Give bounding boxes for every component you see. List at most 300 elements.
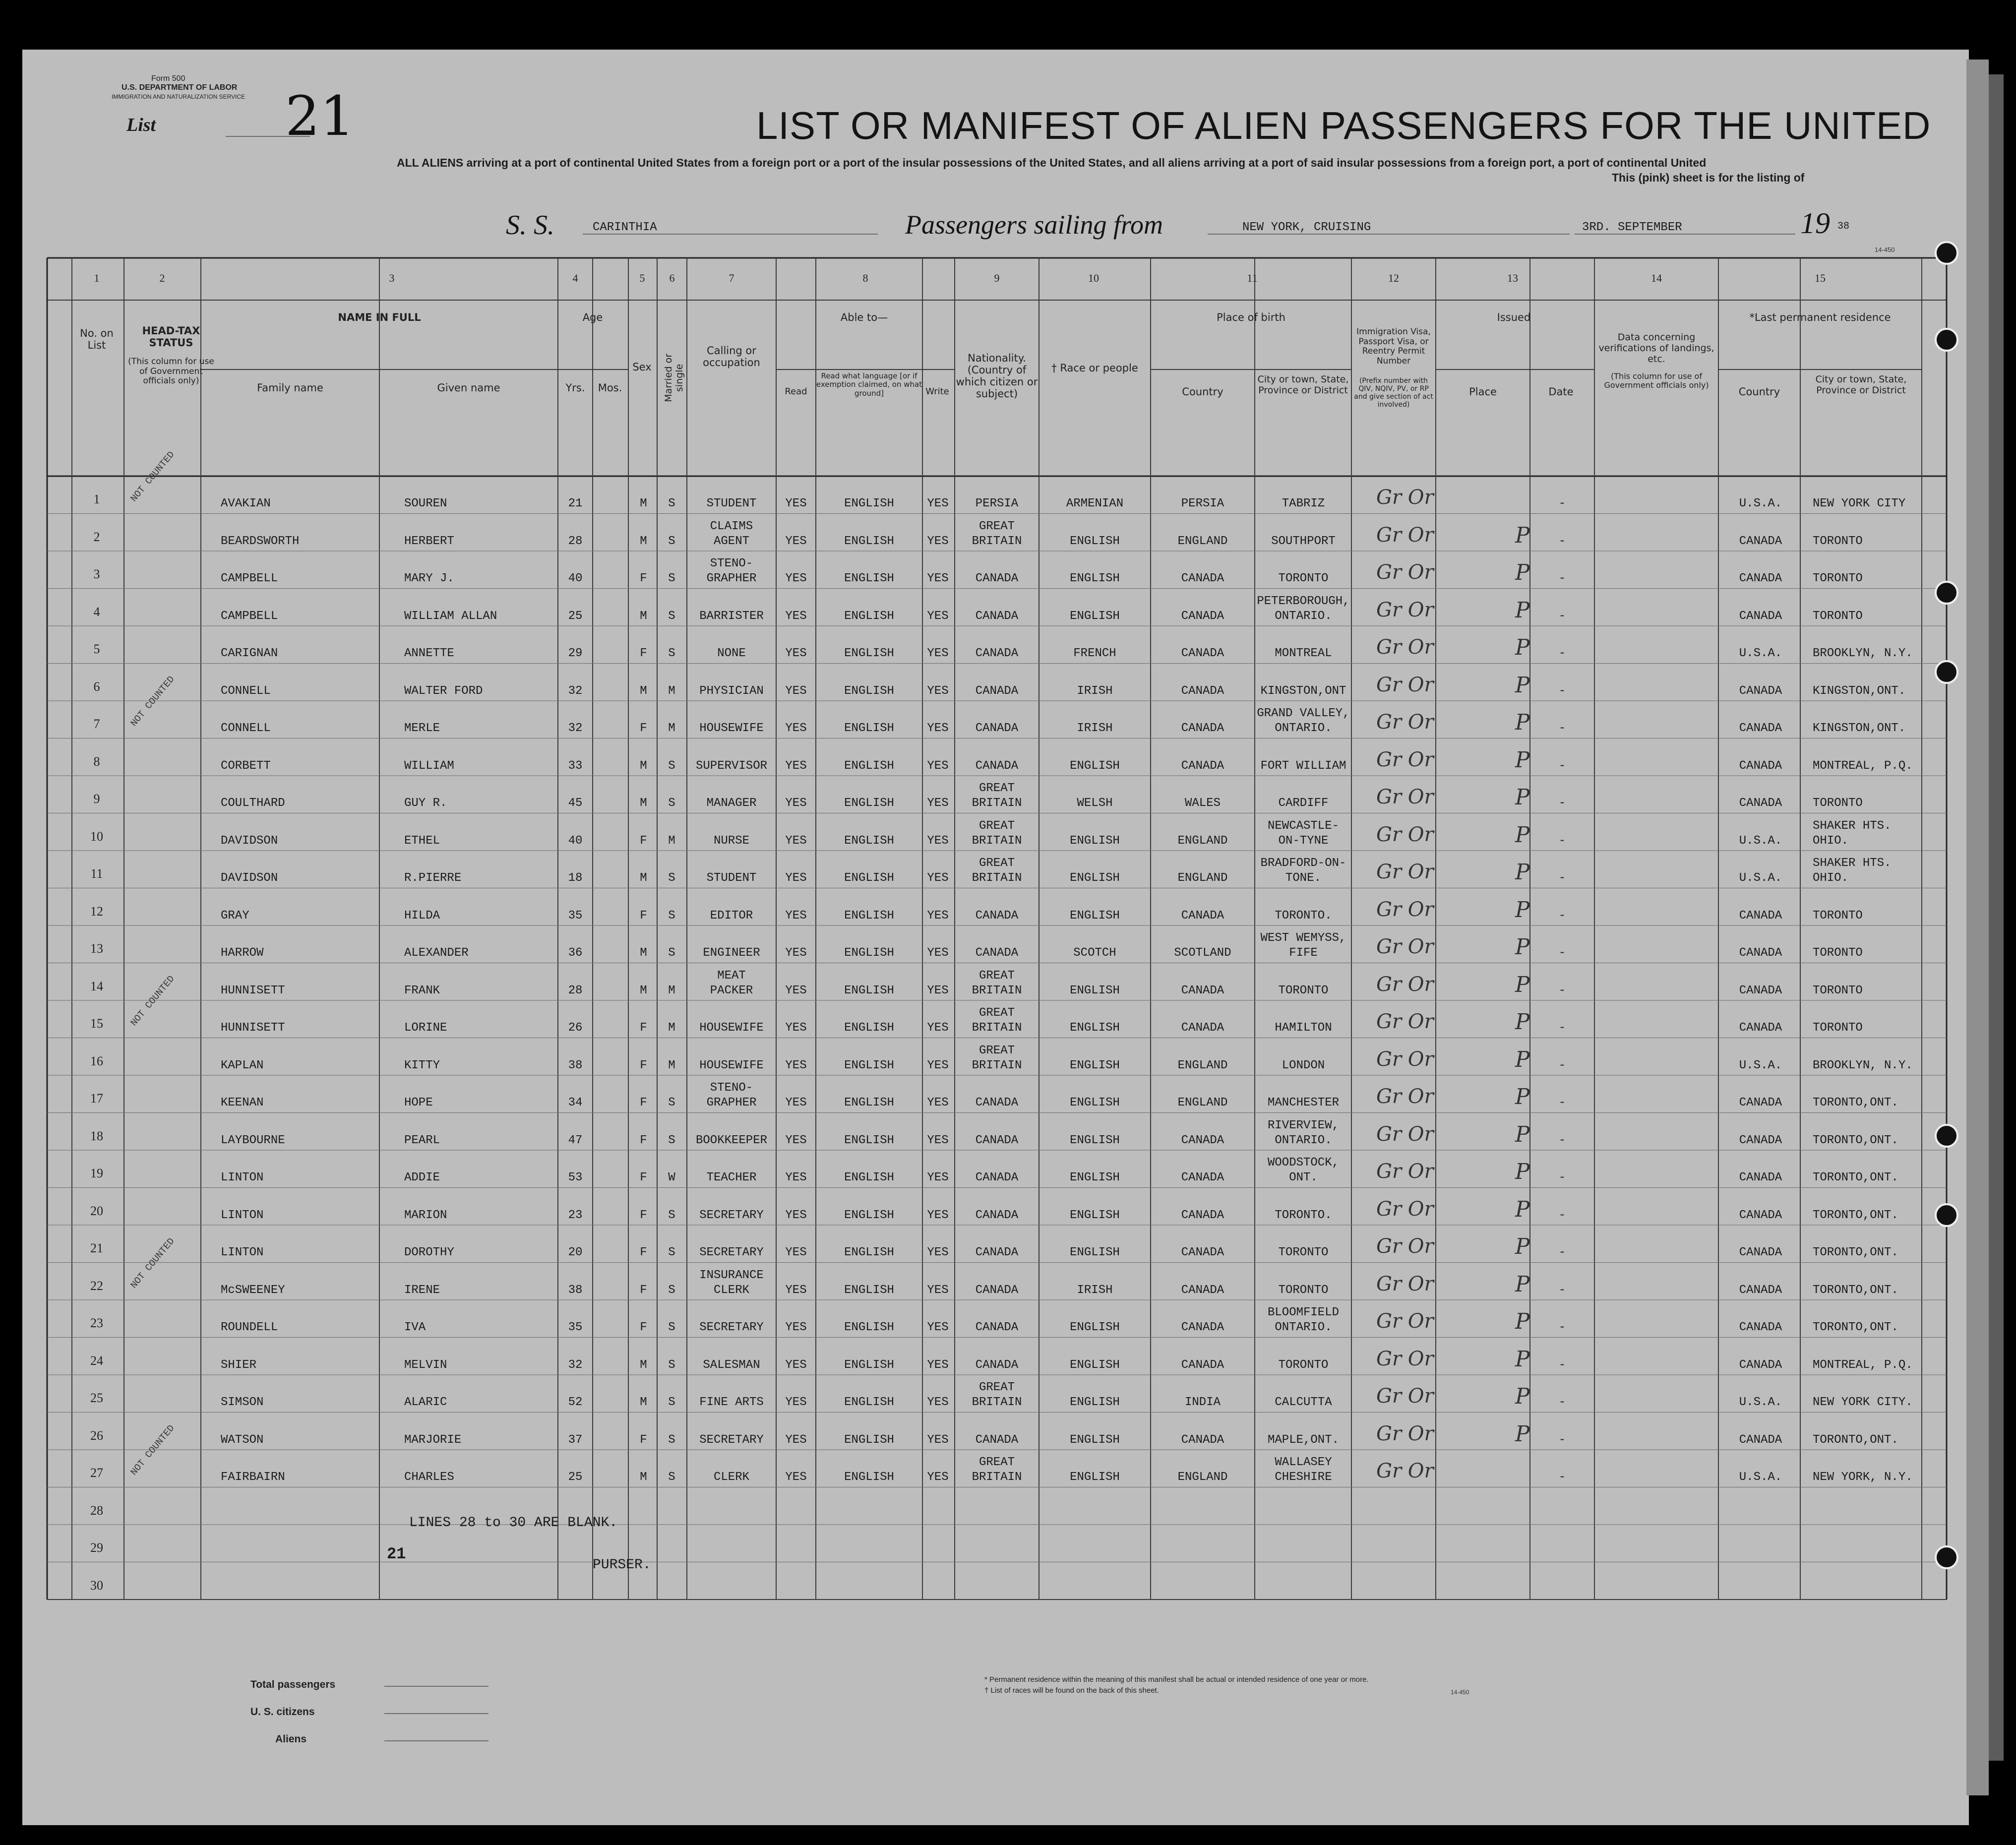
issued-date-dash: - [1558, 1096, 1566, 1109]
row-number: 4 [93, 604, 100, 619]
sex: M [640, 684, 647, 698]
nationality: PERSIA [975, 497, 1019, 510]
residence-city: TORONTO,ONT. [1813, 1133, 1898, 1147]
race: ENGLISH [1070, 1096, 1120, 1109]
nationality: BRITAIN [972, 871, 1022, 885]
birth-city: MAPLE,ONT. [1267, 1433, 1340, 1447]
can-read: YES [785, 1396, 807, 1409]
visa-mark: Gr Or [1376, 786, 1434, 808]
birth-country: ENGLAND [1177, 834, 1228, 848]
race: ENGLISH [1070, 1471, 1120, 1484]
can-read: YES [785, 1433, 807, 1447]
header-issued-place: Place [1469, 386, 1497, 398]
race: ARMENIAN [1066, 497, 1124, 510]
birth-city: TORONTO [1278, 1358, 1329, 1372]
age-years: 34 [568, 1096, 583, 1109]
read-language: ENGLISH [844, 1471, 894, 1484]
row-number: 18 [90, 1128, 103, 1143]
can-write: YES [927, 1133, 949, 1147]
nationality: BRITAIN [972, 984, 1022, 997]
race: ENGLISH [1070, 1396, 1120, 1409]
sex: F [640, 722, 647, 735]
issued-mark: P [1515, 597, 1530, 623]
residence-city: TORONTO,ONT. [1813, 1208, 1898, 1222]
family-name: WATSON [221, 1433, 264, 1447]
row-number: 26 [90, 1428, 103, 1443]
residence-city: KINGSTON,ONT. [1813, 684, 1906, 698]
header-name-in-full: NAME IN FULL [338, 311, 421, 323]
age-years: 28 [568, 984, 583, 997]
can-read: YES [785, 1133, 807, 1147]
issued-date-dash: - [1558, 1321, 1566, 1334]
birth-country: CANADA [1181, 1133, 1224, 1147]
issued-mark: P [1515, 747, 1530, 773]
birth-city-top: RIVERVIEW, [1267, 1118, 1340, 1132]
column-number: 6 [669, 272, 675, 284]
visa-mark: Gr Or [1376, 673, 1434, 696]
given-name: IRENE [404, 1283, 440, 1297]
can-write: YES [927, 871, 949, 885]
race: FRENCH [1073, 647, 1116, 660]
marital-status: M [668, 984, 675, 997]
row-number: 19 [90, 1166, 103, 1180]
issued-mark: P [1515, 1234, 1530, 1259]
issued-date-dash: - [1558, 684, 1566, 698]
row-number: 7 [93, 717, 100, 731]
row-number: 8 [93, 754, 100, 769]
family-name: COULTHARD [221, 797, 285, 810]
occupation: PHYSICIAN [699, 684, 764, 698]
birth-city-top: NEWCASTLE- [1267, 819, 1340, 833]
read-language: ENGLISH [844, 1021, 894, 1035]
issued-date-dash: - [1558, 1208, 1566, 1222]
read-language: ENGLISH [844, 1321, 894, 1334]
can-write: YES [927, 1321, 949, 1334]
occupation: BOOKKEEPER [695, 1133, 768, 1147]
header-yrs: Yrs. [565, 382, 585, 394]
birth-city: LONDON [1282, 1058, 1325, 1072]
marital-status: S [668, 647, 675, 660]
read-language: ENGLISH [844, 647, 894, 660]
row-number: 27 [90, 1466, 103, 1480]
read-language: ENGLISH [844, 759, 894, 773]
family-name: SIMSON [221, 1396, 264, 1409]
visa-mark: Gr Or [1376, 1085, 1434, 1108]
nationality: CANADA [975, 1096, 1019, 1109]
race: ENGLISH [1070, 909, 1120, 922]
can-read: YES [785, 609, 807, 623]
race: ENGLISH [1070, 609, 1120, 623]
header-mos: Mos. [598, 382, 622, 394]
can-write: YES [927, 1433, 949, 1447]
residence-city: NEW YORK CITY. [1813, 1396, 1913, 1409]
occupation: EDITOR [710, 909, 753, 922]
footer-aliens: Aliens [275, 1733, 307, 1745]
sailing-from: NEW YORK, CRUISING [1242, 221, 1371, 234]
row-number: 14 [90, 979, 103, 993]
read-language: ENGLISH [844, 871, 894, 885]
age-years: 33 [568, 759, 583, 773]
can-read: YES [785, 1283, 807, 1297]
marital-status: S [668, 1246, 675, 1259]
residence-city: KINGSTON,ONT. [1813, 722, 1906, 735]
column-number: 15 [1815, 272, 1826, 284]
residence-country: CANADA [1739, 1171, 1782, 1184]
issued-mark: P [1515, 897, 1530, 922]
marital-status: M [668, 722, 675, 735]
issued-date-dash: - [1558, 1283, 1566, 1297]
can-read: YES [785, 946, 807, 960]
residence-country: U.S.A. [1739, 1058, 1782, 1072]
given-name: KITTY [404, 1058, 440, 1072]
can-write: YES [927, 1471, 949, 1484]
birth-country: CANADA [1181, 759, 1224, 773]
column-number: 7 [729, 272, 734, 284]
marital-status: S [668, 572, 675, 585]
birth-city-top: GRAND VALLEY, [1257, 707, 1350, 720]
race: ENGLISH [1070, 1321, 1120, 1334]
issued-mark: P [1515, 1271, 1530, 1297]
family-name: CONNELL [221, 722, 271, 735]
race: ENGLISH [1070, 1358, 1120, 1372]
column-number: 4 [572, 272, 578, 284]
given-name: MARJORIE [404, 1433, 462, 1447]
issued-mark: P [1515, 1384, 1530, 1409]
read-language: ENGLISH [844, 1058, 894, 1072]
list-number: 21 [285, 84, 355, 148]
can-read: YES [785, 1246, 807, 1259]
race: SCOTCH [1073, 946, 1116, 960]
residence-city: TORONTO [1813, 572, 1863, 585]
year-suffix: 38 [1837, 221, 1850, 232]
issued-mark: P [1515, 785, 1530, 810]
can-write: YES [927, 1358, 949, 1372]
issued-mark: P [1515, 1084, 1530, 1109]
can-read: YES [785, 1058, 807, 1072]
issued-mark: P [1515, 860, 1530, 885]
given-name: MELVIN [404, 1358, 447, 1372]
footer-note-residence: * Permanent residence within the meaning of this manifest shall be actual or intended residence of one year or more. [984, 1675, 1369, 1684]
issued-date-dash: - [1558, 797, 1566, 810]
binder-hole [1936, 1546, 1957, 1568]
residence-city: NEW YORK, N.Y. [1813, 1471, 1913, 1484]
occupation: HOUSEWIFE [699, 1021, 764, 1035]
birth-country: ENGLAND [1177, 871, 1228, 885]
manifest-page [22, 50, 1969, 1825]
can-write: YES [927, 946, 949, 960]
age-years: 38 [568, 1283, 583, 1297]
nationality: BRITAIN [972, 1471, 1022, 1484]
column-number: 2 [159, 272, 165, 284]
binder-hole [1936, 1204, 1957, 1226]
marital-status: S [668, 946, 675, 960]
residence-country: U.S.A. [1739, 871, 1782, 885]
family-name: DAVIDSON [221, 871, 278, 885]
occupation: TEACHER [706, 1171, 757, 1184]
residence-country: CANADA [1739, 534, 1782, 548]
birth-country: CANADA [1181, 1171, 1224, 1184]
birth-city: ONTARIO. [1275, 1133, 1332, 1147]
given-name: WALTER FORD [404, 684, 483, 698]
row-number: 21 [90, 1241, 103, 1255]
issued-mark: P [1515, 822, 1530, 848]
residence-city: TORONTO [1813, 534, 1863, 548]
given-name: LORINE [404, 1021, 447, 1035]
sex: F [640, 834, 647, 848]
birth-city: ONT. [1289, 1171, 1318, 1184]
occupation: SECRETARY [699, 1246, 764, 1259]
family-name: BEARDSWORTH [221, 534, 300, 548]
header-able-to: Able to— [840, 311, 888, 323]
issued-date-dash: - [1558, 871, 1566, 885]
marital-status: S [668, 797, 675, 810]
issued-date-dash: - [1558, 984, 1566, 997]
age-years: 23 [568, 1208, 583, 1222]
visa-mark: Gr Or [1376, 711, 1434, 734]
given-name: FRANK [404, 984, 440, 997]
given-name: WILLIAM ALLAN [404, 609, 497, 623]
birth-city: TONE. [1285, 871, 1321, 885]
marital-status: M [668, 1058, 675, 1072]
issued-date-dash: - [1558, 834, 1566, 848]
residence-country: CANADA [1739, 1133, 1782, 1147]
can-read: YES [785, 534, 807, 548]
sex: F [640, 1096, 647, 1109]
residence-country: CANADA [1739, 759, 1782, 773]
can-write: YES [927, 722, 949, 735]
age-years: 26 [568, 1021, 583, 1035]
row-number: 12 [90, 904, 103, 919]
can-write: YES [927, 572, 949, 585]
birth-country: CANADA [1181, 1358, 1224, 1372]
sex: F [640, 647, 647, 660]
header-verifications: Data concerning verifications of landings, etc. [1598, 332, 1714, 365]
family-name: CAMPBELL [221, 609, 278, 623]
residence-city: BROOKLYN, N.Y. [1813, 647, 1913, 660]
given-name: GUY R. [404, 797, 447, 810]
nationality: BRITAIN [972, 1396, 1022, 1409]
residence-country: CANADA [1739, 1208, 1782, 1222]
family-name: CORBETT [221, 759, 271, 773]
race: ENGLISH [1070, 1058, 1120, 1072]
issued-mark: P [1515, 1121, 1530, 1147]
ss-label: S. S. [506, 210, 554, 241]
birth-country: CANADA [1181, 1208, 1224, 1222]
family-name: CARIGNAN [221, 647, 278, 660]
column-number: 14 [1651, 272, 1662, 284]
occupation: BARRISTER [699, 609, 764, 623]
given-name: IVA [404, 1321, 426, 1334]
birth-city: TABRIZ [1282, 497, 1325, 510]
family-name: GRAY [221, 909, 249, 922]
occupation: FINE ARTS [699, 1396, 764, 1409]
nationality: BRITAIN [972, 1058, 1022, 1072]
sex: M [640, 497, 647, 510]
age-years: 53 [568, 1171, 583, 1184]
age-years: 36 [568, 946, 583, 960]
header-race: † Race or people [1051, 362, 1138, 374]
birth-city: TORONTO. [1275, 909, 1332, 922]
issued-mark: P [1515, 560, 1530, 585]
birth-city: ON-TYNE [1278, 834, 1329, 848]
subtitle-line-1: ALL ALIENS arriving at a port of continental United States from a foreign port or a port of the insular possessions of the United States, and all aliens arriving at a port of said insular possessions from a foreign port, a port of continental United [397, 156, 1707, 169]
can-read: YES [785, 1358, 807, 1372]
sex: M [640, 871, 647, 885]
given-name: CHARLES [404, 1471, 454, 1484]
given-name: R.PIERRE [404, 871, 462, 885]
header-issued: Issued [1497, 311, 1531, 323]
occupation: ENGINEER [703, 946, 760, 960]
header-calling: Calling or occupation [703, 345, 760, 369]
issued-mark: P [1515, 934, 1530, 960]
page-edge-shadow [1989, 74, 2004, 1761]
read-language: ENGLISH [844, 1433, 894, 1447]
given-name: ETHEL [404, 834, 440, 848]
given-name: ANNETTE [404, 647, 454, 660]
read-language: ENGLISH [844, 534, 894, 548]
birth-city: SOUTHPORT [1271, 534, 1336, 548]
can-read: YES [785, 684, 807, 698]
header-family-name: Family name [257, 382, 323, 394]
column-number: 9 [994, 272, 1000, 284]
residence-country: U.S.A. [1739, 834, 1782, 848]
family-name: DAVIDSON [221, 834, 278, 848]
occupation: NONE [717, 647, 746, 660]
sex: M [640, 1471, 647, 1484]
residence-country: U.S.A. [1739, 1471, 1782, 1484]
birth-city: MONTREAL [1275, 647, 1332, 660]
subtitle-line-2: This (pink) sheet is for the listing of [1612, 171, 1805, 184]
marital-status: S [668, 497, 675, 510]
blank-row-number: 30 [90, 1578, 103, 1593]
marital-status: S [668, 1321, 675, 1334]
given-name: SOUREN [404, 497, 447, 510]
birth-country: CANADA [1181, 984, 1224, 997]
form-number: Form 500 [151, 74, 185, 83]
issued-date-dash: - [1558, 609, 1566, 623]
nationality: CANADA [975, 1358, 1019, 1372]
department: U.S. DEPARTMENT OF LABOR [122, 83, 238, 92]
age-years: 28 [568, 534, 583, 548]
occupation-top: MEAT [717, 969, 746, 983]
issued-mark: P [1515, 1421, 1530, 1447]
header-res-country: Country [1738, 386, 1780, 398]
issued-date-dash: - [1558, 1396, 1566, 1409]
visa-mark: Gr Or [1376, 1310, 1434, 1333]
birth-city: ONTARIO. [1275, 1321, 1332, 1334]
nationality: CANADA [975, 1283, 1019, 1297]
binder-hole [1936, 242, 1957, 264]
issued-date-dash: - [1558, 1471, 1566, 1484]
given-name: MARION [404, 1208, 447, 1222]
column-number: 11 [1247, 272, 1258, 284]
footer-code: 14-450 [1451, 1689, 1469, 1696]
residence-city: OHIO. [1813, 871, 1849, 885]
residence-city: TORONTO,ONT. [1813, 1283, 1898, 1297]
age-years: 45 [568, 797, 583, 810]
row-number: 23 [90, 1316, 103, 1330]
marital-status: M [668, 834, 675, 848]
age-years: 35 [568, 1321, 583, 1334]
read-language: ENGLISH [844, 1396, 894, 1409]
header-birth-city: City or town, State, Province or District [1257, 374, 1349, 396]
row-number: 25 [90, 1391, 103, 1405]
can-read: YES [785, 1096, 807, 1109]
sex: F [640, 1021, 647, 1035]
age-years: 32 [568, 1358, 583, 1372]
birth-city: TORONTO [1278, 1246, 1329, 1259]
column-number: 8 [862, 272, 868, 284]
residence-city-top: SHAKER HTS. [1813, 819, 1892, 833]
not-counted-stamp: NOT COUNTED [128, 674, 177, 729]
residence-country: CANADA [1739, 609, 1782, 623]
can-read: YES [785, 834, 807, 848]
issued-date-dash: - [1558, 1021, 1566, 1035]
visa-mark: Gr Or [1376, 1385, 1434, 1408]
not-counted-stamp: NOT COUNTED [128, 1422, 177, 1478]
visa-mark: Gr Or [1376, 973, 1434, 996]
header-age: Age [582, 311, 603, 323]
manifest-title: LIST OR MANIFEST OF ALIEN PASSENGERS FOR THE UNITED [756, 104, 1931, 147]
birth-city: HAMILTON [1275, 1021, 1332, 1035]
header-issued-date: Date [1548, 386, 1574, 398]
can-write: YES [927, 909, 949, 922]
nationality: CANADA [975, 1171, 1019, 1184]
header-no-on-list: No. on List [80, 327, 114, 352]
nationality: BRITAIN [972, 834, 1022, 848]
residence-city: OHIO. [1813, 834, 1849, 848]
birth-city-top: WEST WEMYSS, [1260, 931, 1346, 945]
sex: M [640, 609, 647, 623]
read-language: ENGLISH [844, 834, 894, 848]
issued-mark: P [1515, 672, 1530, 698]
visa-mark: Gr Or [1376, 636, 1434, 659]
birth-city: KINGSTON,ONT [1260, 684, 1346, 698]
birth-country: CANADA [1181, 684, 1224, 698]
sex: F [640, 1283, 647, 1297]
nationality-top: GREAT [978, 1381, 1015, 1394]
residence-city: TORONTO [1813, 1021, 1863, 1035]
residence-country: U.S.A. [1739, 497, 1782, 510]
residence-city: TORONTO [1813, 984, 1863, 997]
birth-country: INDIA [1184, 1396, 1221, 1409]
birth-country: ENGLAND [1177, 534, 1228, 548]
family-name: LINTON [221, 1246, 264, 1259]
column-number: 1 [94, 272, 100, 284]
occupation: GRAPHER [706, 572, 757, 585]
header-sex: Sex [632, 361, 652, 373]
column-number: 3 [389, 272, 395, 284]
row-number: 2 [93, 529, 100, 544]
family-name: HUNNISETT [221, 1021, 285, 1035]
birth-country: CANADA [1181, 909, 1224, 922]
age-years: 32 [568, 684, 583, 698]
issued-mark: P [1515, 1196, 1530, 1222]
occupation: GRAPHER [706, 1096, 757, 1109]
read-language: ENGLISH [844, 684, 894, 698]
can-write: YES [927, 1058, 949, 1072]
residence-country: U.S.A. [1739, 1396, 1782, 1409]
can-read: YES [785, 1171, 807, 1184]
issued-mark: P [1515, 1046, 1530, 1072]
read-language: ENGLISH [844, 1171, 894, 1184]
residence-country: CANADA [1739, 1358, 1782, 1372]
given-name: HERBERT [404, 534, 454, 548]
nationality: CANADA [975, 572, 1019, 585]
family-name: ROUNDELL [221, 1321, 278, 1334]
header-write: Write [925, 386, 949, 397]
residence-country: CANADA [1739, 1246, 1782, 1259]
